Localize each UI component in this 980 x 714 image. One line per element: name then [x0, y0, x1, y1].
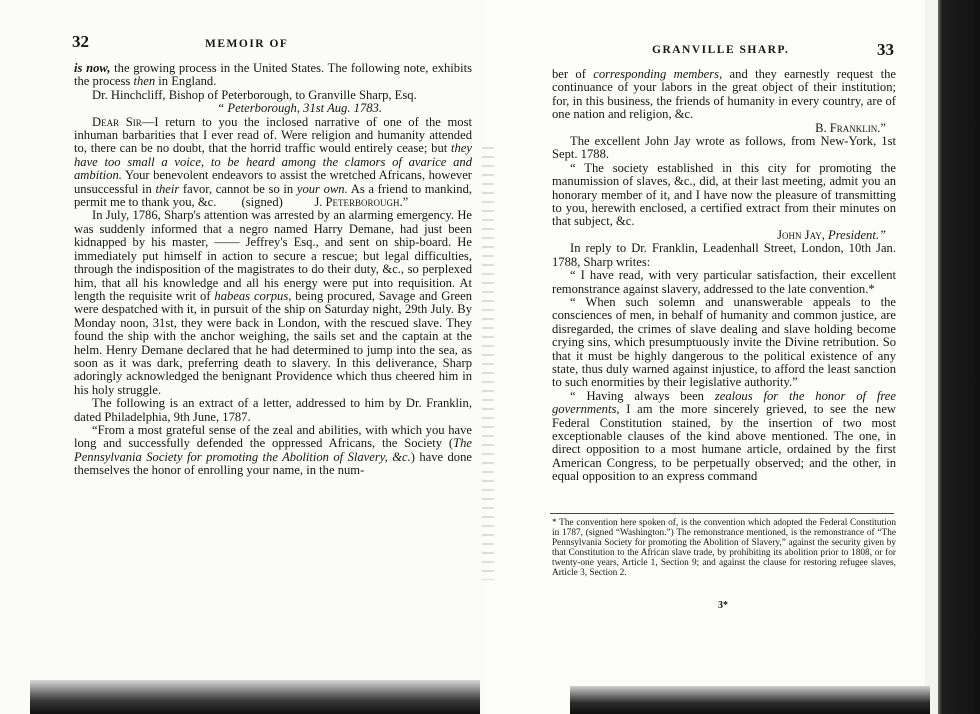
signature: B. Franklin.”: [815, 120, 886, 135]
book-edge-shadow: [938, 0, 980, 714]
scan-shadow-right: [570, 686, 930, 714]
signature-mark: 3*: [718, 600, 728, 611]
quoted-letter: “ I have read, with very particular satisfaction, their excellent remonstrance against slavery, addressed to the late convention.*: [552, 268, 896, 296]
signature: John Jay, President.”: [777, 227, 886, 242]
paragraph: The excellent John Jay wrote as follows, from New-York, 1st Sept. 1788.: [552, 134, 896, 162]
left-column-text: [74, 62, 472, 478]
letter-body: Dear Sir—I return to you the inclosed narrative of one of the most inhuman barbarities that I ever read of. Were religion and humanity attended to, there can be no doubt, that the horrid traffic would entirely cease; but they have too small a voice, to be heard among the clamors of avarice and ambition. Your benevolent endeavors to assist the wretched Africans, however unsuccessful in their favor, cannot be so in your own. As a friend to mankind, permit me to thank you, &c. (signed) J. Peterborough.”: [74, 114, 473, 210]
quoted-letter: “ The society established in this city for promoting the manumission of slaves, &c., did, at their last meeting, admit you an honorary member of it, and I have now the pleasure of transmitting to you, herewith enclosed, a certified extract from their minutes on that subject, &c.: [552, 160, 896, 229]
letter-heading: Dr. Hinchcliff, Bishop of Peterborough, to Granville Sharp, Esq.: [92, 87, 417, 102]
book-gutter: [482, 140, 494, 580]
left-running-head: MEMOIR OF: [205, 38, 289, 50]
right-running-head: GRANVILLE SHARP.: [652, 44, 790, 56]
paragraph: In July, 1786, Sharp's attention was arrested by an alarming emergency. He was suddenly informed that a negro named Harry Demane, had just been kidnapped by his master, —— Jeffrey's Esq., and sent on ship-board. He immediately put himself in action to secure a rescue; but legal difficulties, through the indisposition of the magistrates to do their duty, &c., so perplexed him, that all his knowledge and all his energy were put into requisition. At length the requisite writ of habeas corpus, being procured, Savage and Green were despatched with it, in pursuit of the ship on Saturday night, 29th July. By Monday noon, 31st, they were back in London, with the rescued slave. They found the ship with the anchor weighing, the sails set and the captain at the helm. Henry Demane declared that he had determined to jump into the sea, as soon as it was dark, preferring death to slavery. In this deliverance, Sharp adoringly acknowledged the benignant Providence which thus cheered him in his holy struggle.: [74, 208, 472, 397]
right-page-number: 33: [877, 40, 894, 59]
quoted-letter: “ When such solemn and unanswerable appeals to the consciences of men, in behalf of humanity and common justice, are disregarded, the crimes of slave dealing and slave holding become crying sins, which presumptuously invite the Divine retribution. So that it must be highly dangerous to the political existence of any state, thus duly warned against injustice, to afford the least sanction to such enormities by their legislative authority.”: [552, 294, 896, 390]
paragraph: is now, the growing process in the United States. The following note, exhibits the process then in England.: [74, 61, 472, 89]
quoted-letter: “ Having always been zealous for the honor of free governments, I am the more sincerely grieved, to see the new Federal Constitution stained, by the insertion of two most exceptionable clauses of the kind above mentioned. The one, in direct opposition to a most humane article, ordained by the first American Congress, to be perpetually observed; and the other, in equal opposition to an express command: [552, 388, 896, 484]
scan-shadow-left: [30, 680, 480, 714]
letter-dateline: “ Peterborough, 31st Aug. 1783.: [217, 101, 382, 116]
left-page-number: 32: [72, 32, 89, 51]
paragraph: ber of corresponding members, and they earnestly request the continuance of your labors in the great object of their institution; for, in this business, the friends of humanity in every country, are of one nation and religion, &c.: [552, 67, 896, 122]
quoted-letter: “From a most grateful sense of the zeal and abilities, with which you have long and successfully defended the oppressed Africans, the Society (The Pennsylvania Society for promoting the Abolition of Slavery, &c.) have done themselves the honor of enrolling your name, in the num-: [74, 422, 472, 478]
footnote-rule: [550, 513, 894, 514]
right-column-text: [552, 68, 896, 484]
paragraph: The following is an extract of a letter, addressed to him by Dr. Franklin, dated Philadelphia, 9th June, 1787.: [74, 396, 472, 424]
footnote: * The convention here spoken of, is the convention which adopted the Federal Constitution in 1787, (signed “Washington.”) The remonstrance mentioned, is the remonstrance of “The Pennsylvania Society for promoting the Abolition of Slavery,” against the security given by that Constitution to the African slave trade, by prohibiting its abolition prior to 1808, or for twenty-one years, Article 1, Section 9; and against the clause for restoring refugee slaves, Article 3, Section 2.: [552, 518, 896, 579]
paragraph: In reply to Dr. Franklin, Leadenhall Street, London, 10th Jan. 1788, Sharp writes:: [552, 241, 896, 269]
